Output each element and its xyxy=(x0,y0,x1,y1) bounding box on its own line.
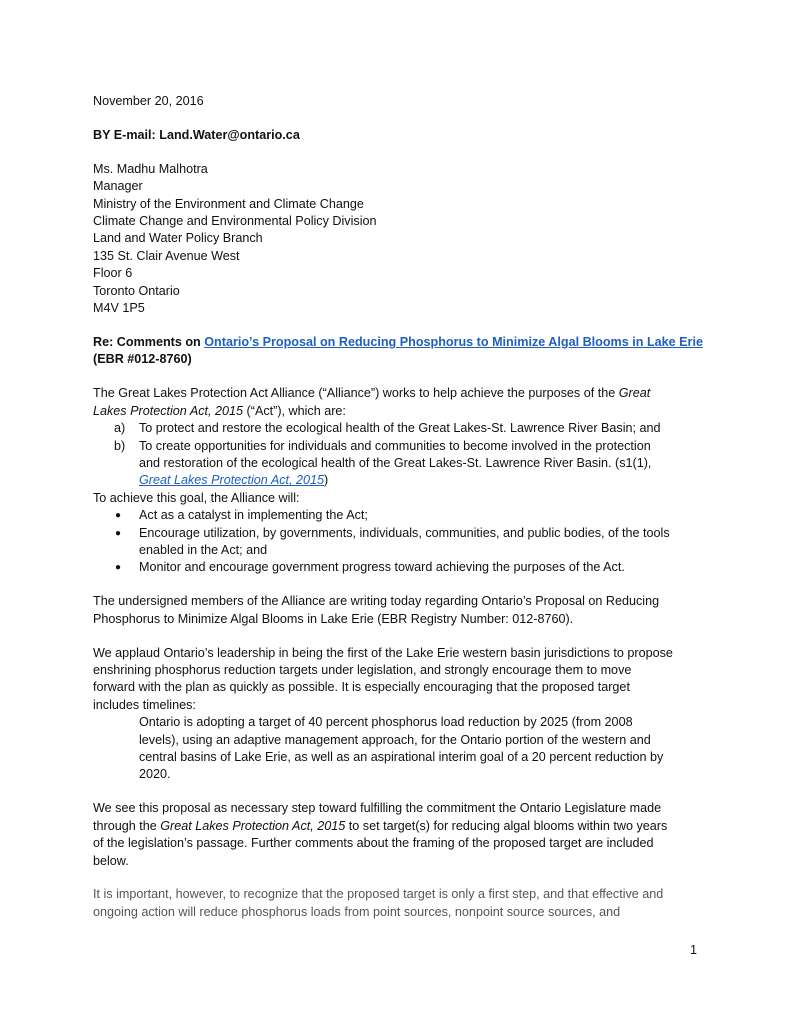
paragraph-text: to set target(s) for reducing algal blooms within two years xyxy=(345,818,668,833)
paragraph-line: of the legislation’s passage. Further comments about the framing of the proposed target are included xyxy=(93,836,654,851)
list-item-text: Monitor and encourage government progress toward achieving the purposes of the Act. xyxy=(139,560,625,575)
undersigned-paragraph xyxy=(93,593,703,628)
bullet-icon: ● xyxy=(115,527,122,539)
list-item-text: To create opportunities for individuals and communities to become involved in the protection xyxy=(139,438,651,453)
letter-date: November 20, 2016 xyxy=(93,94,204,108)
proposal-paragraph xyxy=(93,800,703,870)
paragraph-line: The undersigned members of the Alliance are writing today regarding Ontario’s Proposal on Reducing xyxy=(93,594,660,609)
act-title-italic: Lakes Protection Act, 2015 xyxy=(93,403,244,418)
letter-body xyxy=(93,93,703,938)
important-paragraph xyxy=(93,886,703,921)
email-line: BY E-mail: Land.Water@ontario.ca xyxy=(93,127,300,142)
intro-paragraph xyxy=(93,385,703,420)
bullet-icon: ● xyxy=(115,562,122,574)
list-item xyxy=(93,525,703,560)
subject-line xyxy=(93,334,703,369)
act-title-italic: Great Lakes Protection Act, 2015 xyxy=(160,818,346,833)
page-number: 1 xyxy=(689,943,697,957)
paragraph-line: forward with the plan as quickly as possible. It is especially encouraging that the proposed target xyxy=(93,680,630,695)
act-link[interactable]: Great Lakes Protection Act, 2015 xyxy=(139,473,325,488)
target-quote xyxy=(93,714,703,784)
list-marker: a) xyxy=(114,421,126,436)
applaud-paragraph xyxy=(93,645,703,715)
paragraph-line: below. xyxy=(93,853,129,868)
intro-text: (“Act”), which are: xyxy=(243,403,346,418)
address-line: Land and Water Policy Branch xyxy=(93,231,263,246)
list-item-text: Encourage utilization, by governments, individuals, communities, and public bodies, of the tools xyxy=(139,525,670,540)
paragraph-text: through the xyxy=(93,818,161,833)
quote-line: Ontario is adopting a target of 40 percent phosphorus load reduction by 2025 (from 2008 xyxy=(139,715,633,730)
paragraph-line: includes timelines: xyxy=(93,697,196,712)
list-item-text: and restoration of the ecological health of the Great Lakes-St. Lawrence River Basin. (s1(1), xyxy=(139,455,652,470)
paragraph-line: enshrining phosphorus reduction targets under legislation, and strongly encourage them to move xyxy=(93,662,632,677)
list-item-text: ) xyxy=(324,473,329,488)
recipient-address xyxy=(93,161,703,318)
address-line: Ms. Madhu Malhotra xyxy=(93,161,208,176)
achieve-intro: To achieve this goal, the Alliance will: xyxy=(93,490,300,505)
list-item-text: To protect and restore the ecological health of the Great Lakes-St. Lawrence River Basin; and xyxy=(139,421,661,436)
subject-prefix: Re: Comments on xyxy=(93,334,205,349)
address-line: Manager xyxy=(93,179,143,194)
purposes-list xyxy=(93,420,703,490)
paragraph-line: Phosphorus to Minimize Algal Blooms in Lake Erie (EBR Registry Number: 012-8760). xyxy=(93,611,574,626)
list-item-text: enabled in the Act; and xyxy=(139,542,268,557)
act-title-italic: Great xyxy=(618,386,651,401)
quote-line: 2020. xyxy=(139,767,171,782)
address-line: Toronto Ontario xyxy=(93,283,180,298)
list-item xyxy=(93,559,703,576)
list-item xyxy=(93,438,703,490)
list-item xyxy=(93,507,703,524)
quote-line: central basins of Lake Erie, as well as an aspirational interim goal of a 20 percent reduction by xyxy=(139,750,664,764)
paragraph-line: We applaud Ontario’s leadership in being the first of the Lake Erie western basin jurisdictions to propose xyxy=(93,645,673,660)
paragraph-line: It is important, however, to recognize that the proposed target is only a first step, and that effective and xyxy=(93,887,664,902)
address-line: Climate Change and Environmental Policy Division xyxy=(93,214,377,229)
address-line: 135 St. Clair Avenue West xyxy=(93,248,240,263)
address-line: Ministry of the Environment and Climate Change xyxy=(93,196,364,211)
intro-text: The Great Lakes Protection Act Alliance (“Alliance”) works to help achieve the purposes of the xyxy=(93,386,619,401)
list-item-text: Act as a catalyst in implementing the Act; xyxy=(139,508,368,523)
quote-line: levels), using an adaptive management approach, for the Ontario portion of the western and xyxy=(139,732,651,747)
subject-ebr: (EBR #012-8760) xyxy=(93,352,192,367)
list-item xyxy=(93,420,703,437)
bullet-icon: ● xyxy=(115,510,122,522)
paragraph-line: ongoing action will reduce phosphorus loads from point sources, nonpoint source sources, and xyxy=(93,904,621,919)
address-line: M4V 1P5 xyxy=(93,301,145,316)
proposal-link[interactable]: Ontario’s Proposal on Reducing Phosphorus to Minimize Algal Blooms in Lake Erie xyxy=(204,334,703,349)
actions-list xyxy=(93,507,703,577)
address-line: Floor 6 xyxy=(93,266,133,281)
list-marker: b) xyxy=(114,438,126,453)
paragraph-line: We see this proposal as necessary step toward fulfilling the commitment the Ontario Legislature made xyxy=(93,801,662,816)
